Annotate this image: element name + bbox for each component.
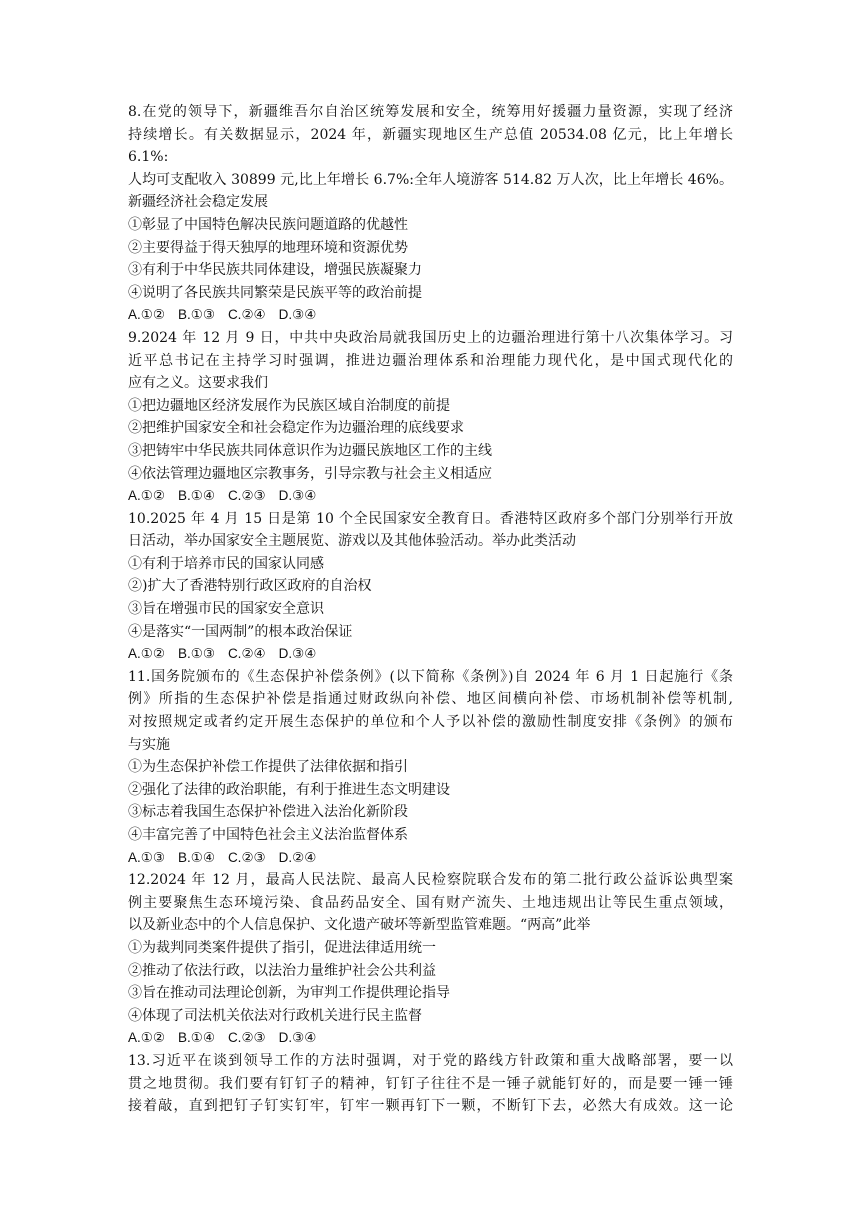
answer-choice-c: C.②④ <box>227 646 266 662</box>
stem-line: 贯之地贯彻。我们要有钉钉子的精神，钉钉子往往不是一锤子就能钉好的，而是要一锤一锤 <box>128 1075 733 1092</box>
option-item: ③标志着我国生态保护补偿进入法治化新阶段 <box>128 804 408 821</box>
question-stem <box>128 327 733 395</box>
option-item: ③旨在推动司法理论创新，为审判工作提供理论指导 <box>128 985 450 1002</box>
option-item: ①为裁判同类案件提供了指引，促进法律适用统一 <box>128 939 436 956</box>
question-12 <box>128 869 733 1050</box>
answer-choice-d: D.③④ <box>278 646 317 662</box>
answer-choice-a: A.①② <box>128 307 165 323</box>
option-item: ②强化了法律的政治职能，有利于推进生态文明建设 <box>128 781 450 798</box>
option-item: ①彰显了中国特色解决民族问题道路的优越性 <box>128 216 408 233</box>
answer-choice-a: A.①② <box>128 1030 165 1046</box>
answer-choices <box>128 304 733 327</box>
answer-choice-c: C.②③ <box>227 488 266 504</box>
stem-line: 持续增长。有关数据显示，2024 年，新疆实现地区生产总值 20534.08 亿元，比上年增长 6.1%: <box>128 126 733 166</box>
question-stem <box>128 101 733 214</box>
stem-line: 例主要聚焦生态环境污染、食品药品安全、国有财产流失、土地违规出让等民生重点领域， <box>128 894 733 911</box>
answer-choices <box>128 847 733 870</box>
answer-choice-c: C.②③ <box>227 849 266 865</box>
option-item: ③把铸牢中华民族共同体意识作为边疆民族地区工作的主线 <box>128 442 492 459</box>
stem-line: 8.在党的领导下，新疆维吾尔自治区统筹发展和安全，统筹用好援疆力量资源，实现了经济 <box>128 104 733 120</box>
answer-choices <box>128 1027 733 1050</box>
question-9 <box>128 327 733 508</box>
option-item: ①把边疆地区经济发展作为民族区域自治制度的前提 <box>128 397 450 414</box>
answer-choice-b: B.①③ <box>177 307 215 323</box>
stem-line: 近平总书记在主持学习时强调，推进边疆治理体系和治理能力现代化，是中国式现代化的 <box>128 352 733 369</box>
stem-line: 新疆经济社会稳定发展 <box>128 194 268 211</box>
answer-choice-d: D.②④ <box>278 849 317 865</box>
answer-choices <box>128 643 733 666</box>
answer-choice-d: D.③④ <box>278 1030 317 1046</box>
option-item: ④是落实“一国两制”的根本政治保证 <box>128 623 353 640</box>
option-item: ①有利于培养市民的国家认同感 <box>128 555 324 572</box>
option-item: ②把维护国家安全和社会稳定作为边疆治理的底线要求 <box>128 420 464 437</box>
stem-line: 13.习近平在谈到领导工作的方法时强调，对于党的路线方针政策和重大战略部署，要一以 <box>128 1052 733 1069</box>
question-13 <box>128 1050 733 1118</box>
option-item: ④说明了各民族共同繁荣是民族平等的政治前提 <box>128 284 422 301</box>
stem-line: 9.2024 年 12 月 9 日，中共中央政治局就我国历史上的边疆治理进行第十八次集体学习。习 <box>128 329 733 346</box>
stem-line: 人均可支配收入 30899 元,比上年增长 6.7%:全年人境游客 514.82 万人次，比上年增长 46%。 <box>128 171 733 188</box>
answer-choice-b: B.①④ <box>177 1030 215 1046</box>
question-stem <box>128 666 733 756</box>
question-10 <box>128 508 733 666</box>
option-item: ②)扩大了香港特别行政区政府的自治权 <box>128 578 372 595</box>
stem-line: 12.2024 年 12 月，最高人民法院、最高人民检察院联合发布的第二批行政公益诉讼典型案 <box>128 872 733 889</box>
answer-choice-a: A.①② <box>128 646 165 662</box>
option-item: ④依法管理边疆地区宗教事务，引导宗教与社会主义相适应 <box>128 465 492 482</box>
answer-choice-b: B.①④ <box>177 849 215 865</box>
answer-choice-b: B.①③ <box>177 646 215 662</box>
stem-line: 10.2025 年 4 月 15 日是第 10 个全民国家安全教育日。香港特区政府多个部门分别举行开放 <box>128 510 733 527</box>
question-11 <box>128 666 733 869</box>
answer-choice-a: A.①③ <box>128 849 165 865</box>
stem-line: 11.国务院颁布的《生态保护补偿条例》(以下简称《条例》)自 2024 年 6 月 1 日起施行《条 <box>128 668 733 685</box>
stem-line: 与实施 <box>128 736 170 753</box>
option-item: ①为生态保护补偿工作提供了法律依据和指引 <box>128 759 408 776</box>
question-stem <box>128 508 733 553</box>
option-item: ④丰富完善了中国特色社会主义法治监督体系 <box>128 827 408 843</box>
stem-line: 以及新业态中的个人信息保护、文化遗产破坏等新型监管难题。“两高”此举 <box>128 917 591 934</box>
option-item: ②主要得益于得天独厚的地理环境和资源优势 <box>128 239 408 256</box>
answer-choice-d: D.③④ <box>278 307 317 323</box>
option-item: ②推动了依法行政，以法治力量维护社会公共利益 <box>128 962 436 979</box>
answer-choice-d: D.③④ <box>278 488 317 504</box>
answer-choice-c: C.②③ <box>227 1030 266 1046</box>
stem-line: 应有之义。这要求我们 <box>128 375 268 392</box>
answer-choices <box>128 485 733 508</box>
question-stem <box>128 1050 733 1118</box>
question-8 <box>128 101 733 327</box>
answer-choice-a: A.①② <box>128 488 165 504</box>
option-item: ③有利于中华民族共同体建设，增强民族凝聚力 <box>128 262 422 279</box>
stem-line: 接着敲，直到把钉子钉实钉牢，钉牢一颗再钉下一颗，不断钉下去，必然大有成效。这一论 <box>128 1098 733 1115</box>
exam-page <box>128 101 733 1118</box>
answer-choice-b: B.①④ <box>177 488 215 504</box>
question-stem <box>128 869 733 937</box>
stem-line: 例》所指的生态保护补偿是指通过财政纵向补偿、地区间横向补偿、市场机制补偿等机制, <box>128 691 733 708</box>
option-item: ④体现了司法机关依法对行政机关进行民主监督 <box>128 1007 422 1024</box>
answer-choice-c: C.②④ <box>227 307 266 323</box>
stem-line: 日活动，举办国家安全主题展览、游戏以及其他体验活动。举办此类活动 <box>128 533 576 550</box>
option-item: ③旨在增强市民的国家安全意识 <box>128 601 324 618</box>
stem-line: 对按照规定或者约定开展生态保护的单位和个人予以补偿的激励性制度安排《条例》的颁布 <box>128 714 733 731</box>
